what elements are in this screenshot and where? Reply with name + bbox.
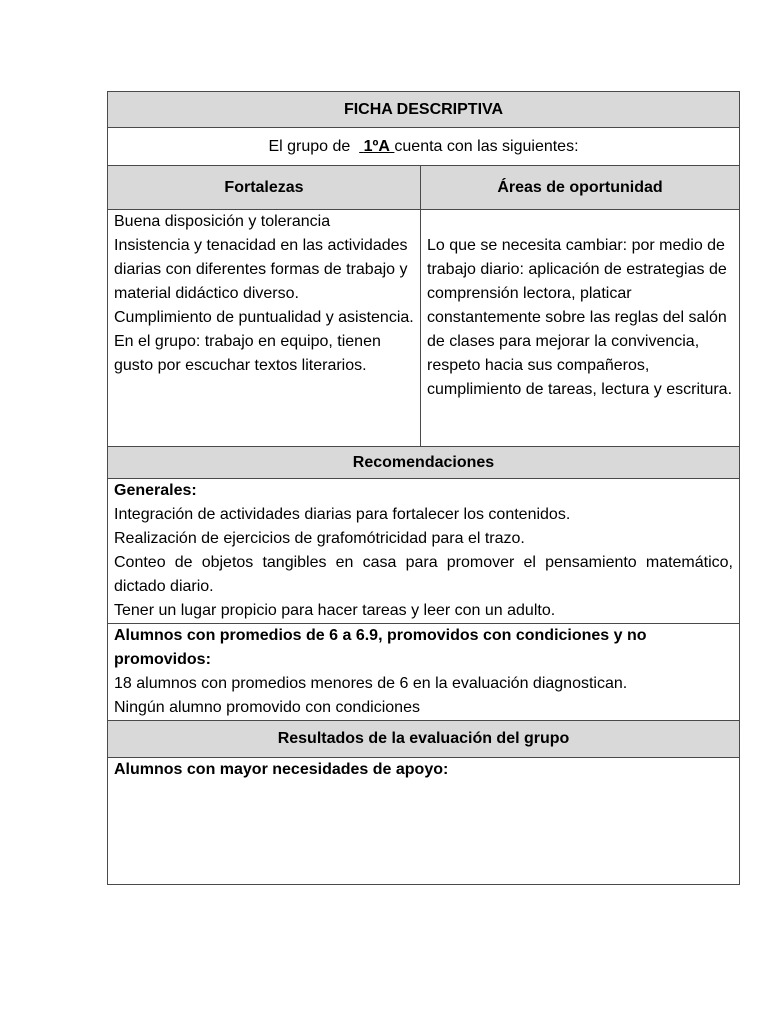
column-header-areas: Áreas de oportunidad [421, 166, 740, 210]
promedios-item: 18 alumnos con promedios menores de 6 en la evaluación diagnostican. [114, 675, 628, 692]
recomendaciones-cell [108, 479, 740, 624]
column-header-fortalezas: Fortalezas [108, 166, 421, 210]
fortaleza-item: Insistencia y tenacidad en las actividades diarias con diferentes formas de trabajo y material didáctico diverso. [114, 237, 408, 302]
recomendacion-item: Realización de ejercicios de grafomótricidad para el trazo. [114, 530, 525, 547]
ficha-descriptiva-table [107, 91, 740, 885]
generales-label: Generales: [114, 482, 197, 499]
recomendacion-item: Conteo de objetos tangibles en casa para promover el pensamiento matemático, dictado diario. [114, 554, 733, 595]
group-line-suffix: cuenta con las siguientes: [394, 137, 579, 155]
areas-oportunidad-cell: Lo que se necesita cambiar: por medio de trabajo diario: aplicación de estrategias de comprensión lectora, platicar constantemente sobre las reglas del salón de clases para mejorar la convivencia, respeto hacia sus compañeros, cumplimiento de tareas, lectura y escritura. [421, 210, 740, 447]
resultados-cell [108, 758, 740, 885]
resultados-label: Alumnos con mayor necesidades de apoyo: [114, 761, 449, 778]
group-name: 1ºA [363, 137, 390, 155]
resultados-heading: Resultados de la evaluación del grupo [108, 721, 740, 758]
fortaleza-item: Cumplimiento de puntualidad y asistencia. [114, 309, 414, 326]
group-line-prefix: El grupo de [268, 137, 351, 155]
recomendaciones-heading: Recomendaciones [108, 447, 740, 479]
group-line [108, 128, 740, 166]
recomendacion-item: Integración de actividades diarias para fortalecer los contenidos. [114, 506, 571, 523]
promedios-label: Alumnos con promedios de 6 a 6.9, promovidos con condiciones y no promovidos: [114, 627, 647, 668]
ficha-title: FICHA DESCRIPTIVA [108, 92, 740, 128]
fortaleza-item: Buena disposición y tolerancia [114, 213, 331, 230]
promedios-cell [108, 624, 740, 721]
promedios-item: Ningún alumno promovido con condiciones [114, 699, 420, 716]
recomendacion-item: Tener un lugar propicio para hacer tareas y leer con un adulto. [114, 602, 556, 619]
fortalezas-cell [108, 210, 421, 447]
fortaleza-item: En el grupo: trabajo en equipo, tienen gusto por escuchar textos literarios. [114, 333, 381, 374]
